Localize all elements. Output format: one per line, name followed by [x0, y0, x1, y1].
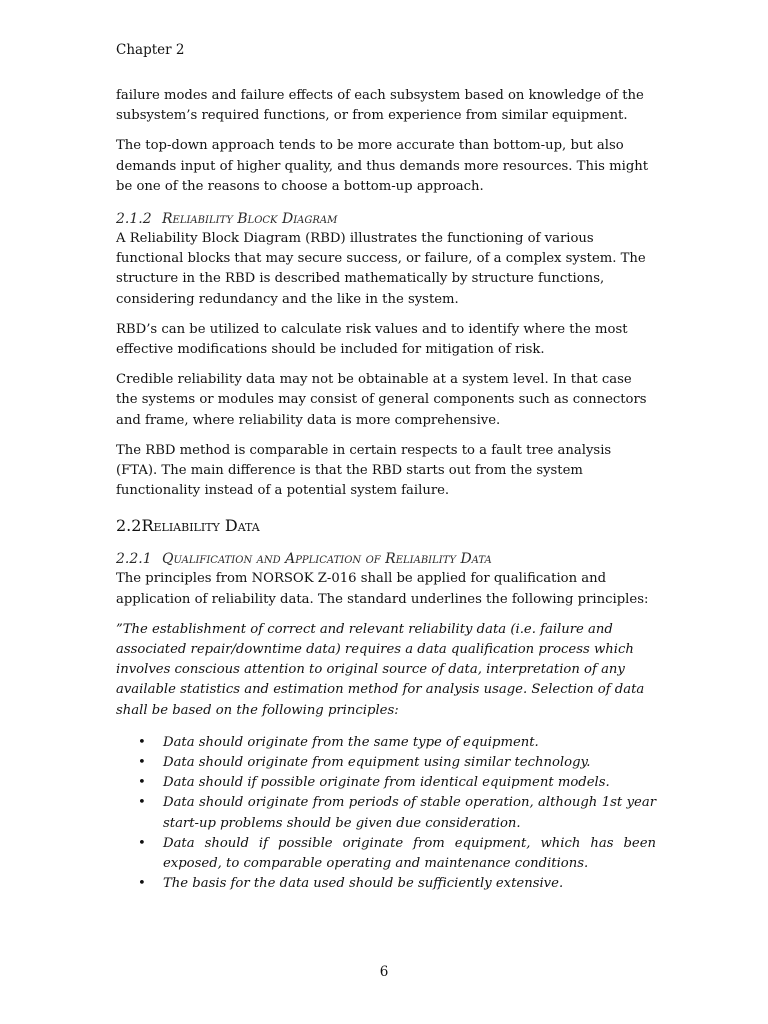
paragraph-rbd-4: The RBD method is comparable in certain respects to a fault tree analysis (FTA). The main difference is that the RBD starts out from the system functionality instead of a potential system failure.: [116, 442, 612, 499]
principles-list: [116, 733, 656, 895]
section-number: 2.1.2: [116, 211, 152, 228]
paragraph-rbd-2: RBD’s can be utilized to calculate risk values and to identify where the most effective modifications should be included for mitigation of risk.: [116, 321, 628, 358]
paragraph-norsok: The principles from NORSOK Z-016 shall be applied for qualification and application of reliability data. The standard underlines the following principles:: [116, 571, 649, 607]
list-item: [116, 753, 656, 773]
bullet-icon: •: [138, 755, 146, 771]
paragraph-rbd-3: Credible reliability data may not be obtainable at a system level. In that case the systems or modules may consist of general components such as connectors and frame, where reliability data is more comprehensive.: [116, 372, 647, 428]
section-heading-2-1-2: [116, 209, 656, 229]
list-item-text: Data should originate from periods of stable operation, although 1st year start-up problems should be given due consideration.: [163, 795, 656, 831]
list-item: [116, 733, 656, 753]
list-item: [116, 793, 656, 833]
bullet-icon: •: [138, 835, 146, 851]
bullet-icon: •: [138, 775, 146, 791]
section-title: Reliability Data: [141, 516, 260, 536]
bullet-icon: •: [138, 795, 146, 811]
section-heading-2-2-1: [116, 549, 656, 569]
list-item-text: Data should originate from the same type of equipment.: [163, 734, 539, 750]
block-quote: ”The establishment of correct and relevant reliability data (i.e. failure and associated repair/downtime data) requires a data qualification process which involves conscious attention to original source of data, interpretation of any available statistics and estimation method for analysis usage. Selection of data shall be based on the following principles:: [116, 621, 645, 718]
chapter-header: Chapter 2: [116, 42, 185, 58]
section-title: Qualification and Application of Reliability Data: [162, 551, 492, 568]
list-item-text: Data should if possible originate from equipment, which has been exposed, to comparable operating and maintenance conditions.: [163, 835, 656, 872]
page-body: [116, 86, 656, 895]
section-title: Reliability Block Diagram: [162, 211, 338, 228]
page-number: 6: [379, 964, 389, 980]
bullet-icon: •: [138, 734, 146, 750]
paragraph-intro-1: failure modes and failure effects of each subsystem based on knowledge of the subsystem’s required functions, or from experience from similar equipment.: [116, 88, 644, 124]
bullet-icon: •: [138, 876, 146, 892]
list-item-text: Data should originate from equipment using similar technology.: [163, 755, 591, 771]
list-item: [116, 874, 656, 894]
list-item: [116, 834, 656, 874]
list-item-text: Data should if possible originate from identical equipment models.: [163, 775, 610, 791]
list-item: [116, 773, 656, 793]
list-item-text: The basis for the data used should be sufficiently extensive.: [163, 876, 564, 892]
paragraph-rbd-1: A Reliability Block Diagram (RBD) illustrates the functioning of various functional blocks that may secure success, or failure, of a complex system. The structure in the RBD is described mathematically by structure functions, considering redundancy and the like in the system.: [116, 231, 646, 307]
section-number: 2.2.1: [116, 551, 152, 568]
section-heading-2-2: [116, 515, 656, 537]
paragraph-intro-2: The top-down approach tends to be more accurate than bottom-up, but also demands input of higher quality, and thus demands more resources. This might be one of the reasons to choose a bottom-up approach.: [116, 138, 649, 194]
section-number: 2.2: [116, 516, 142, 536]
